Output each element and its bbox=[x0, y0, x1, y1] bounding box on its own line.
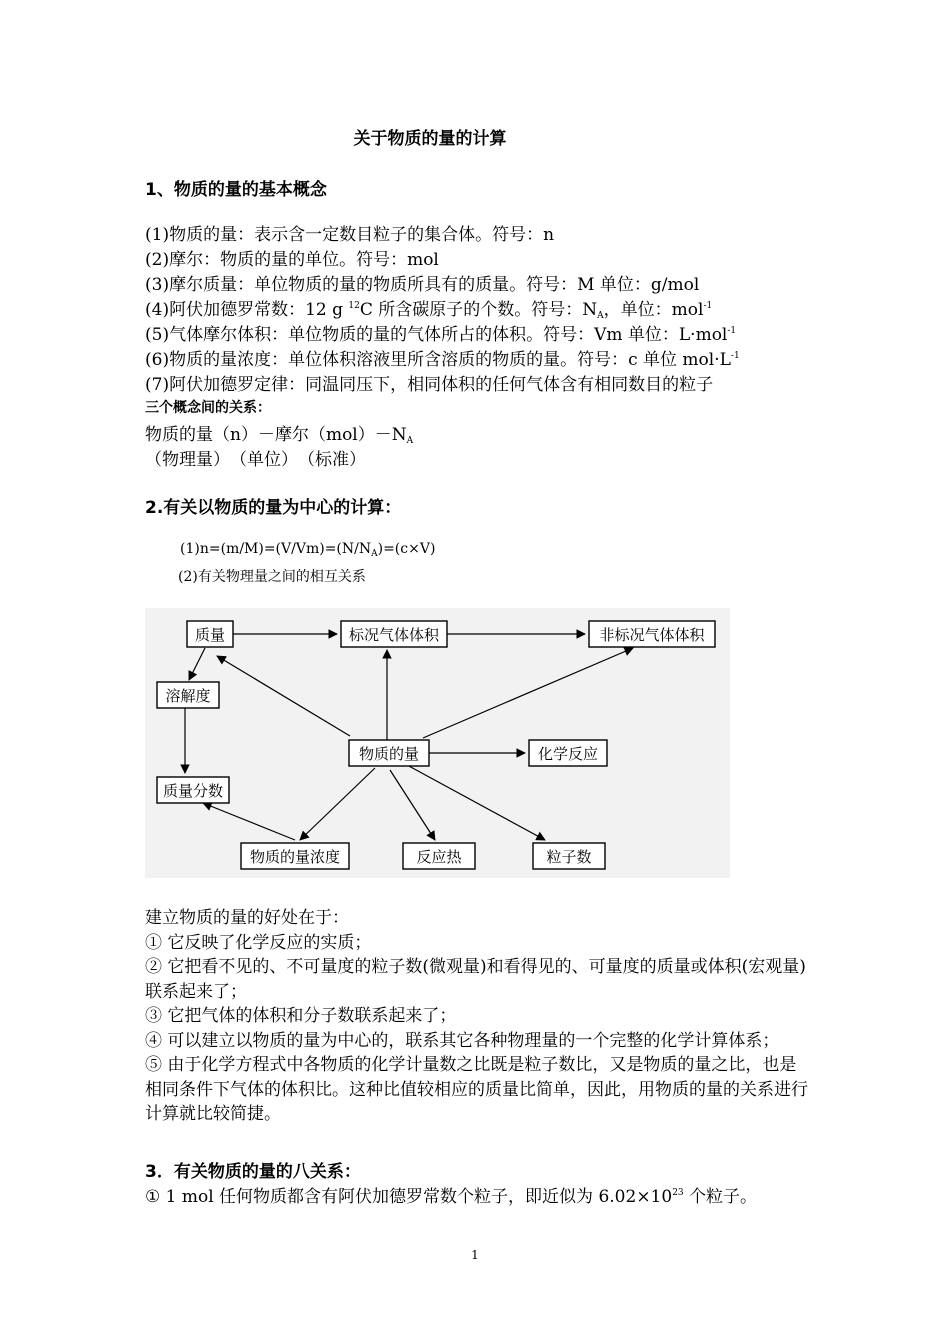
section2-heading: 2.有关以物质的量为中心的计算： bbox=[145, 498, 402, 518]
node-particles: 粒子数 bbox=[546, 848, 592, 866]
concept-item-7: (7)阿伏加德罗定律：同温同压下，相同体积的任何气体含有相同数目的粒子 bbox=[145, 375, 714, 395]
node-solubility: 溶解度 bbox=[165, 687, 211, 705]
node-reaction-heat: 反应热 bbox=[416, 848, 462, 866]
concept-item-5: (5)气体摩尔体积：单位物质的量的气体所占的体积。符号：Vm 单位：L·mol$^{-1}$ bbox=[145, 325, 737, 345]
benefit-item-4: ④ 可以建立以物质的量为中心的，联系其它各种物理量的一个完整的化学计算体系； bbox=[145, 1030, 780, 1051]
benefits-section bbox=[145, 906, 813, 1127]
page-number: 1 bbox=[471, 1248, 479, 1262]
concept-item-1: (1)物质的量：表示含一定数目粒子的集合体。符号：n bbox=[145, 225, 555, 245]
benefits-intro: 建立物质的量的好处在于： bbox=[145, 908, 349, 928]
node-reaction: 化学反应 bbox=[537, 745, 599, 763]
benefit-item-5: ⑤ 由于化学方程式中各物质的化学计量数之比既是粒子数比，又是物质的量之比，也是相同条件下气体的体积比。这种比值较相应的质量比简单，因此，用物质的量的关系进行计算就比较简捷。 bbox=[145, 1055, 808, 1124]
concept-item-2: (2)摩尔：物质的量的单位。符号：mol bbox=[145, 250, 439, 270]
section1-heading: 1、物质的量的基本概念 bbox=[145, 180, 327, 200]
relation-item-1: ① 1 mol 任何物质都含有阿伏加德罗常数个粒子，即近似为 $6.02\times 10^{23}$ 个粒子。 bbox=[145, 1187, 758, 1207]
page-title: 关于物质的量的计算 bbox=[353, 129, 507, 149]
node-mass: 质量 bbox=[194, 626, 226, 644]
node-mass-fraction: 质量分数 bbox=[162, 782, 224, 800]
benefit-item-3: ③ 它把气体的体积和分子数联系起来了； bbox=[145, 1006, 457, 1026]
node-std-volume: 标况气体体积 bbox=[348, 626, 440, 644]
concept-item-6: (6)物质的量浓度：单位体积溶液里所含溶质的物质的量。符号：c 单位 $mol\cdot L^{-1}$ bbox=[145, 350, 740, 370]
relation-heading: 三个概念间的关系： bbox=[145, 400, 271, 416]
concept-item-3: (3)摩尔质量：单位物质的量的物质所具有的质量。符号：M 单位：g/mol bbox=[145, 275, 700, 295]
concept-item-4: (4)阿伏加德罗常数：12 g $^{12}$C 所含碳原子的个数。符号：$N_A$，单位：mol$^{-1}$ bbox=[145, 300, 713, 321]
relation-labels: （物理量） （单位） （标准） bbox=[145, 450, 366, 470]
diagram-subtitle: (2)有关物理量之间的相互关系 bbox=[178, 569, 366, 585]
node-nonstd-volume: 非标况气体体积 bbox=[599, 626, 705, 644]
node-concentration: 物质的量浓度 bbox=[249, 848, 341, 866]
relationship-diagram bbox=[145, 608, 730, 878]
benefit-item-1: ① 它反映了化学反应的实质； bbox=[145, 932, 372, 953]
section3-heading: 3．有关物质的量的八关系： bbox=[145, 1162, 361, 1182]
benefit-item-2: ② 它把看不见的、不可量度的粒子数(微观量)和看得见的、可量度的质量或体积(宏观量)联系起来了； bbox=[145, 957, 806, 1002]
formula: $(1)n=(m/M)=(V/Vm)=(N/N_A)=(c\times V)$ bbox=[180, 541, 436, 559]
relation-line: 物质的量（n）－摩尔$(mol)-N_A$ bbox=[145, 425, 414, 446]
node-amount: 物质的量 bbox=[358, 745, 420, 763]
